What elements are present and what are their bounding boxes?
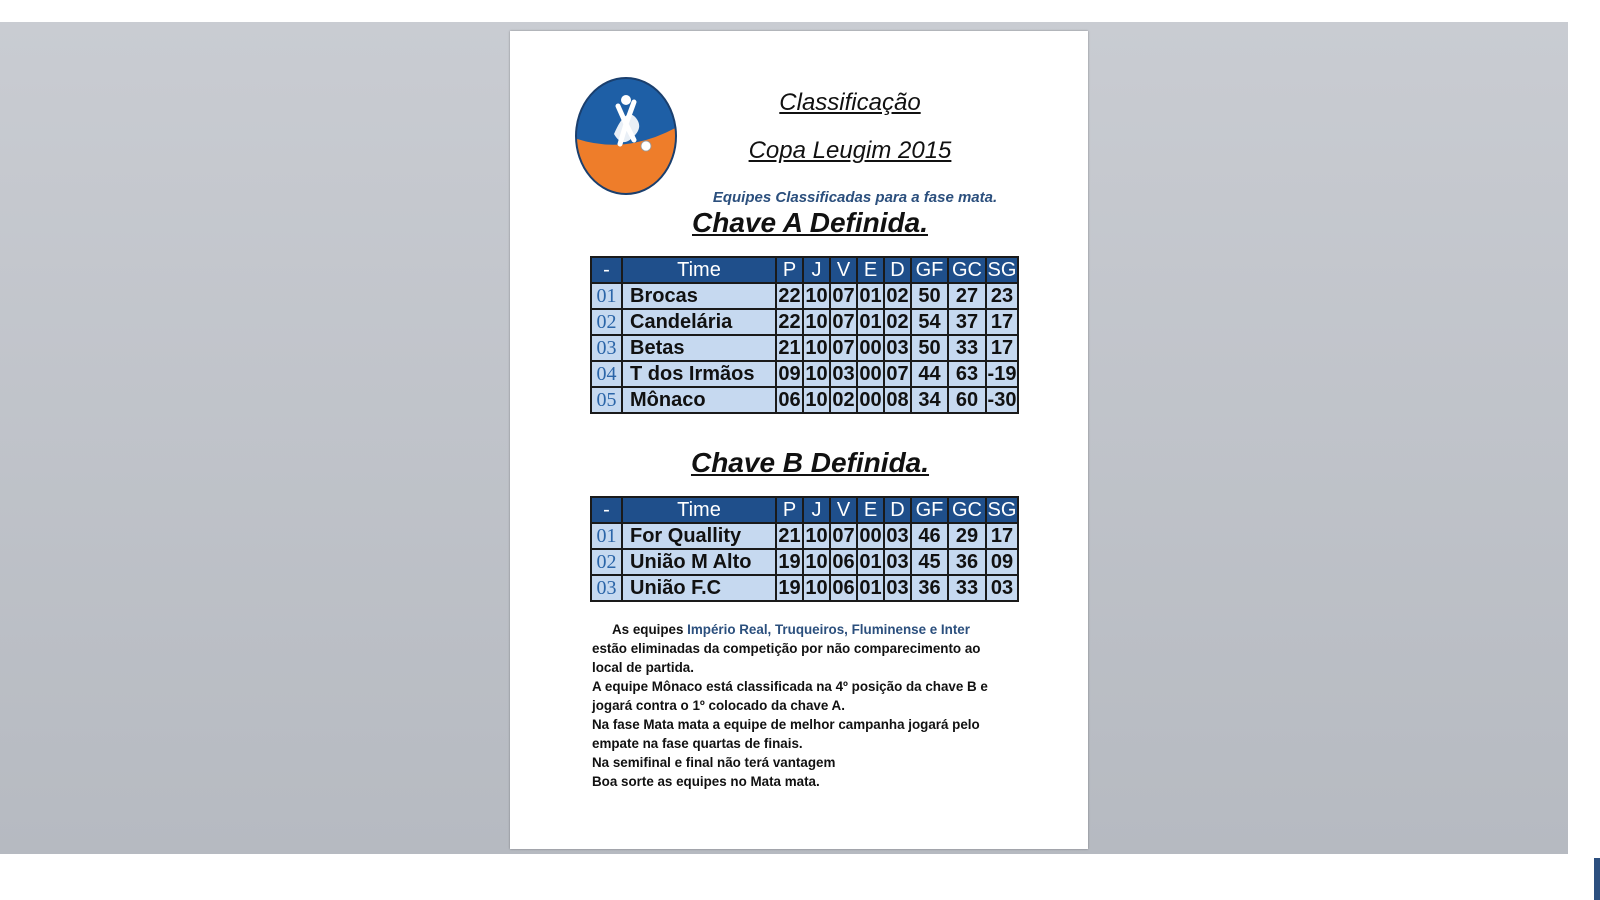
- header-cell: GF: [911, 257, 948, 283]
- team-cell: Candelária: [622, 309, 776, 335]
- stat-cell: 36: [911, 575, 948, 601]
- position-cell: 03: [591, 575, 622, 601]
- header-cell: D: [884, 497, 911, 523]
- stat-cell: 17: [986, 523, 1018, 549]
- note-suffix: estão eliminadas da competição por não comparecimento ao local de partida.: [592, 641, 981, 675]
- stat-cell: 22: [776, 309, 803, 335]
- stat-cell: 03: [884, 335, 911, 361]
- stat-cell: 19: [776, 549, 803, 575]
- stat-cell: 01: [857, 283, 884, 309]
- page-title: Classificação: [779, 89, 921, 116]
- note-knockout: Na fase Mata mata a equipe de melhor campanha jogará pelo empate na fase quartas de finais.: [592, 717, 980, 751]
- table-row: [591, 361, 1018, 387]
- group-a-table: [590, 256, 1019, 414]
- stat-cell: 07: [830, 309, 857, 335]
- stat-cell: 03: [830, 361, 857, 387]
- position-cell: 04: [591, 361, 622, 387]
- header-cell: SG: [986, 497, 1018, 523]
- stat-cell: 33: [948, 575, 986, 601]
- stat-cell: 06: [776, 387, 803, 413]
- note-good-luck: Boa sorte as equipes no Mata mata.: [592, 774, 820, 789]
- stat-cell: 09: [776, 361, 803, 387]
- stat-cell: 21: [776, 335, 803, 361]
- stat-cell: 23: [986, 283, 1018, 309]
- position-cell: 03: [591, 335, 622, 361]
- header-cell: Time: [622, 257, 776, 283]
- header-cell: -: [591, 257, 622, 283]
- header-cell: GF: [911, 497, 948, 523]
- stat-cell: 22: [776, 283, 803, 309]
- stat-cell: 00: [857, 361, 884, 387]
- stat-cell: 46: [911, 523, 948, 549]
- stat-cell: 63: [948, 361, 986, 387]
- tagline: Equipes Classificadas para a fase mata.: [712, 189, 998, 206]
- stat-cell: 01: [857, 309, 884, 335]
- stat-cell: 21: [776, 523, 803, 549]
- header-cell: J: [803, 257, 830, 283]
- header-cell: P: [776, 497, 803, 523]
- toolbar-edge: [300, 0, 1568, 22]
- team-cell: Mônaco: [622, 387, 776, 413]
- stat-cell: 10: [803, 549, 830, 575]
- stat-cell: 27: [948, 283, 986, 309]
- stat-cell: 02: [884, 283, 911, 309]
- note-eliminated: [592, 620, 1012, 677]
- stat-cell: 36: [948, 549, 986, 575]
- stat-cell: 10: [803, 575, 830, 601]
- stat-cell: 09: [986, 549, 1018, 575]
- stat-cell: 17: [986, 335, 1018, 361]
- stat-cell: 00: [857, 335, 884, 361]
- table-row: [591, 335, 1018, 361]
- stat-cell: 06: [830, 549, 857, 575]
- stat-cell: -19: [986, 361, 1018, 387]
- header-cell: SG: [986, 257, 1018, 283]
- header-cell: V: [830, 257, 857, 283]
- stat-cell: 06: [830, 575, 857, 601]
- stat-cell: 17: [986, 309, 1018, 335]
- stat-cell: 10: [803, 309, 830, 335]
- position-cell: 05: [591, 387, 622, 413]
- team-cell: União F.C: [622, 575, 776, 601]
- stat-cell: 03: [884, 575, 911, 601]
- table-header-row: [591, 257, 1018, 283]
- stat-cell: 44: [911, 361, 948, 387]
- header-cell: GC: [948, 257, 986, 283]
- stat-cell: 50: [911, 335, 948, 361]
- note-monaco: A equipe Mônaco está classificada na 4º posição da chave B e jogará contra o 1º colocado da chave A.: [592, 679, 988, 713]
- table-row: [591, 309, 1018, 335]
- position-cell: 02: [591, 549, 622, 575]
- stat-cell: 10: [803, 523, 830, 549]
- header-cell: -: [591, 497, 622, 523]
- table-row: [591, 523, 1018, 549]
- stat-cell: 54: [911, 309, 948, 335]
- header-cell: D: [884, 257, 911, 283]
- stat-cell: 19: [776, 575, 803, 601]
- stat-cell: 07: [830, 335, 857, 361]
- team-cell: For Quallity: [622, 523, 776, 549]
- table-row: [591, 387, 1018, 413]
- stat-cell: 03: [884, 523, 911, 549]
- note-semifinal: Na semifinal e final não terá vantagem: [592, 755, 836, 770]
- team-cell: T dos Irmãos: [622, 361, 776, 387]
- stat-cell: 02: [830, 387, 857, 413]
- stat-cell: 34: [911, 387, 948, 413]
- notes-block: [592, 620, 1012, 791]
- header-cell: GC: [948, 497, 986, 523]
- copa-logo-icon: [574, 76, 679, 196]
- stat-cell: 29: [948, 523, 986, 549]
- eliminated-teams: Império Real, Truqueiros, Fluminense e Inter: [687, 622, 970, 637]
- team-cell: Betas: [622, 335, 776, 361]
- position-cell: 02: [591, 309, 622, 335]
- stat-cell: 01: [857, 549, 884, 575]
- stat-cell: 33: [948, 335, 986, 361]
- header-cell: E: [857, 497, 884, 523]
- stat-cell: 10: [803, 283, 830, 309]
- stat-cell: 37: [948, 309, 986, 335]
- stat-cell: -30: [986, 387, 1018, 413]
- scrollbar-edge[interactable]: [1594, 858, 1600, 900]
- document-page: [510, 31, 1088, 849]
- stat-cell: 07: [884, 361, 911, 387]
- stat-cell: 03: [986, 575, 1018, 601]
- group-a-title: Chave A Definida.: [692, 207, 928, 238]
- group-b-title: Chave B Definida.: [690, 447, 930, 478]
- stat-cell: 00: [857, 523, 884, 549]
- stat-cell: 60: [948, 387, 986, 413]
- competition-name: Copa Leugim 2015: [748, 137, 952, 164]
- stat-cell: 10: [803, 361, 830, 387]
- table-row: [591, 575, 1018, 601]
- team-cell: União M Alto: [622, 549, 776, 575]
- team-cell: Brocas: [622, 283, 776, 309]
- header-cell: V: [830, 497, 857, 523]
- group-b-table: [590, 496, 1019, 602]
- header-cell: J: [803, 497, 830, 523]
- position-cell: 01: [591, 523, 622, 549]
- stat-cell: 08: [884, 387, 911, 413]
- stat-cell: 07: [830, 283, 857, 309]
- stat-cell: 03: [884, 549, 911, 575]
- stat-cell: 07: [830, 523, 857, 549]
- table-row: [591, 283, 1018, 309]
- stat-cell: 50: [911, 283, 948, 309]
- stat-cell: 10: [803, 387, 830, 413]
- stat-cell: 45: [911, 549, 948, 575]
- stat-cell: 01: [857, 575, 884, 601]
- stat-cell: 10: [803, 335, 830, 361]
- header-cell: P: [776, 257, 803, 283]
- header-cell: E: [857, 257, 884, 283]
- header-cell: Time: [622, 497, 776, 523]
- stat-cell: 02: [884, 309, 911, 335]
- note-prefix: As equipes: [612, 622, 688, 637]
- position-cell: 01: [591, 283, 622, 309]
- stat-cell: 00: [857, 387, 884, 413]
- table-header-row: [591, 497, 1018, 523]
- table-row: [591, 549, 1018, 575]
